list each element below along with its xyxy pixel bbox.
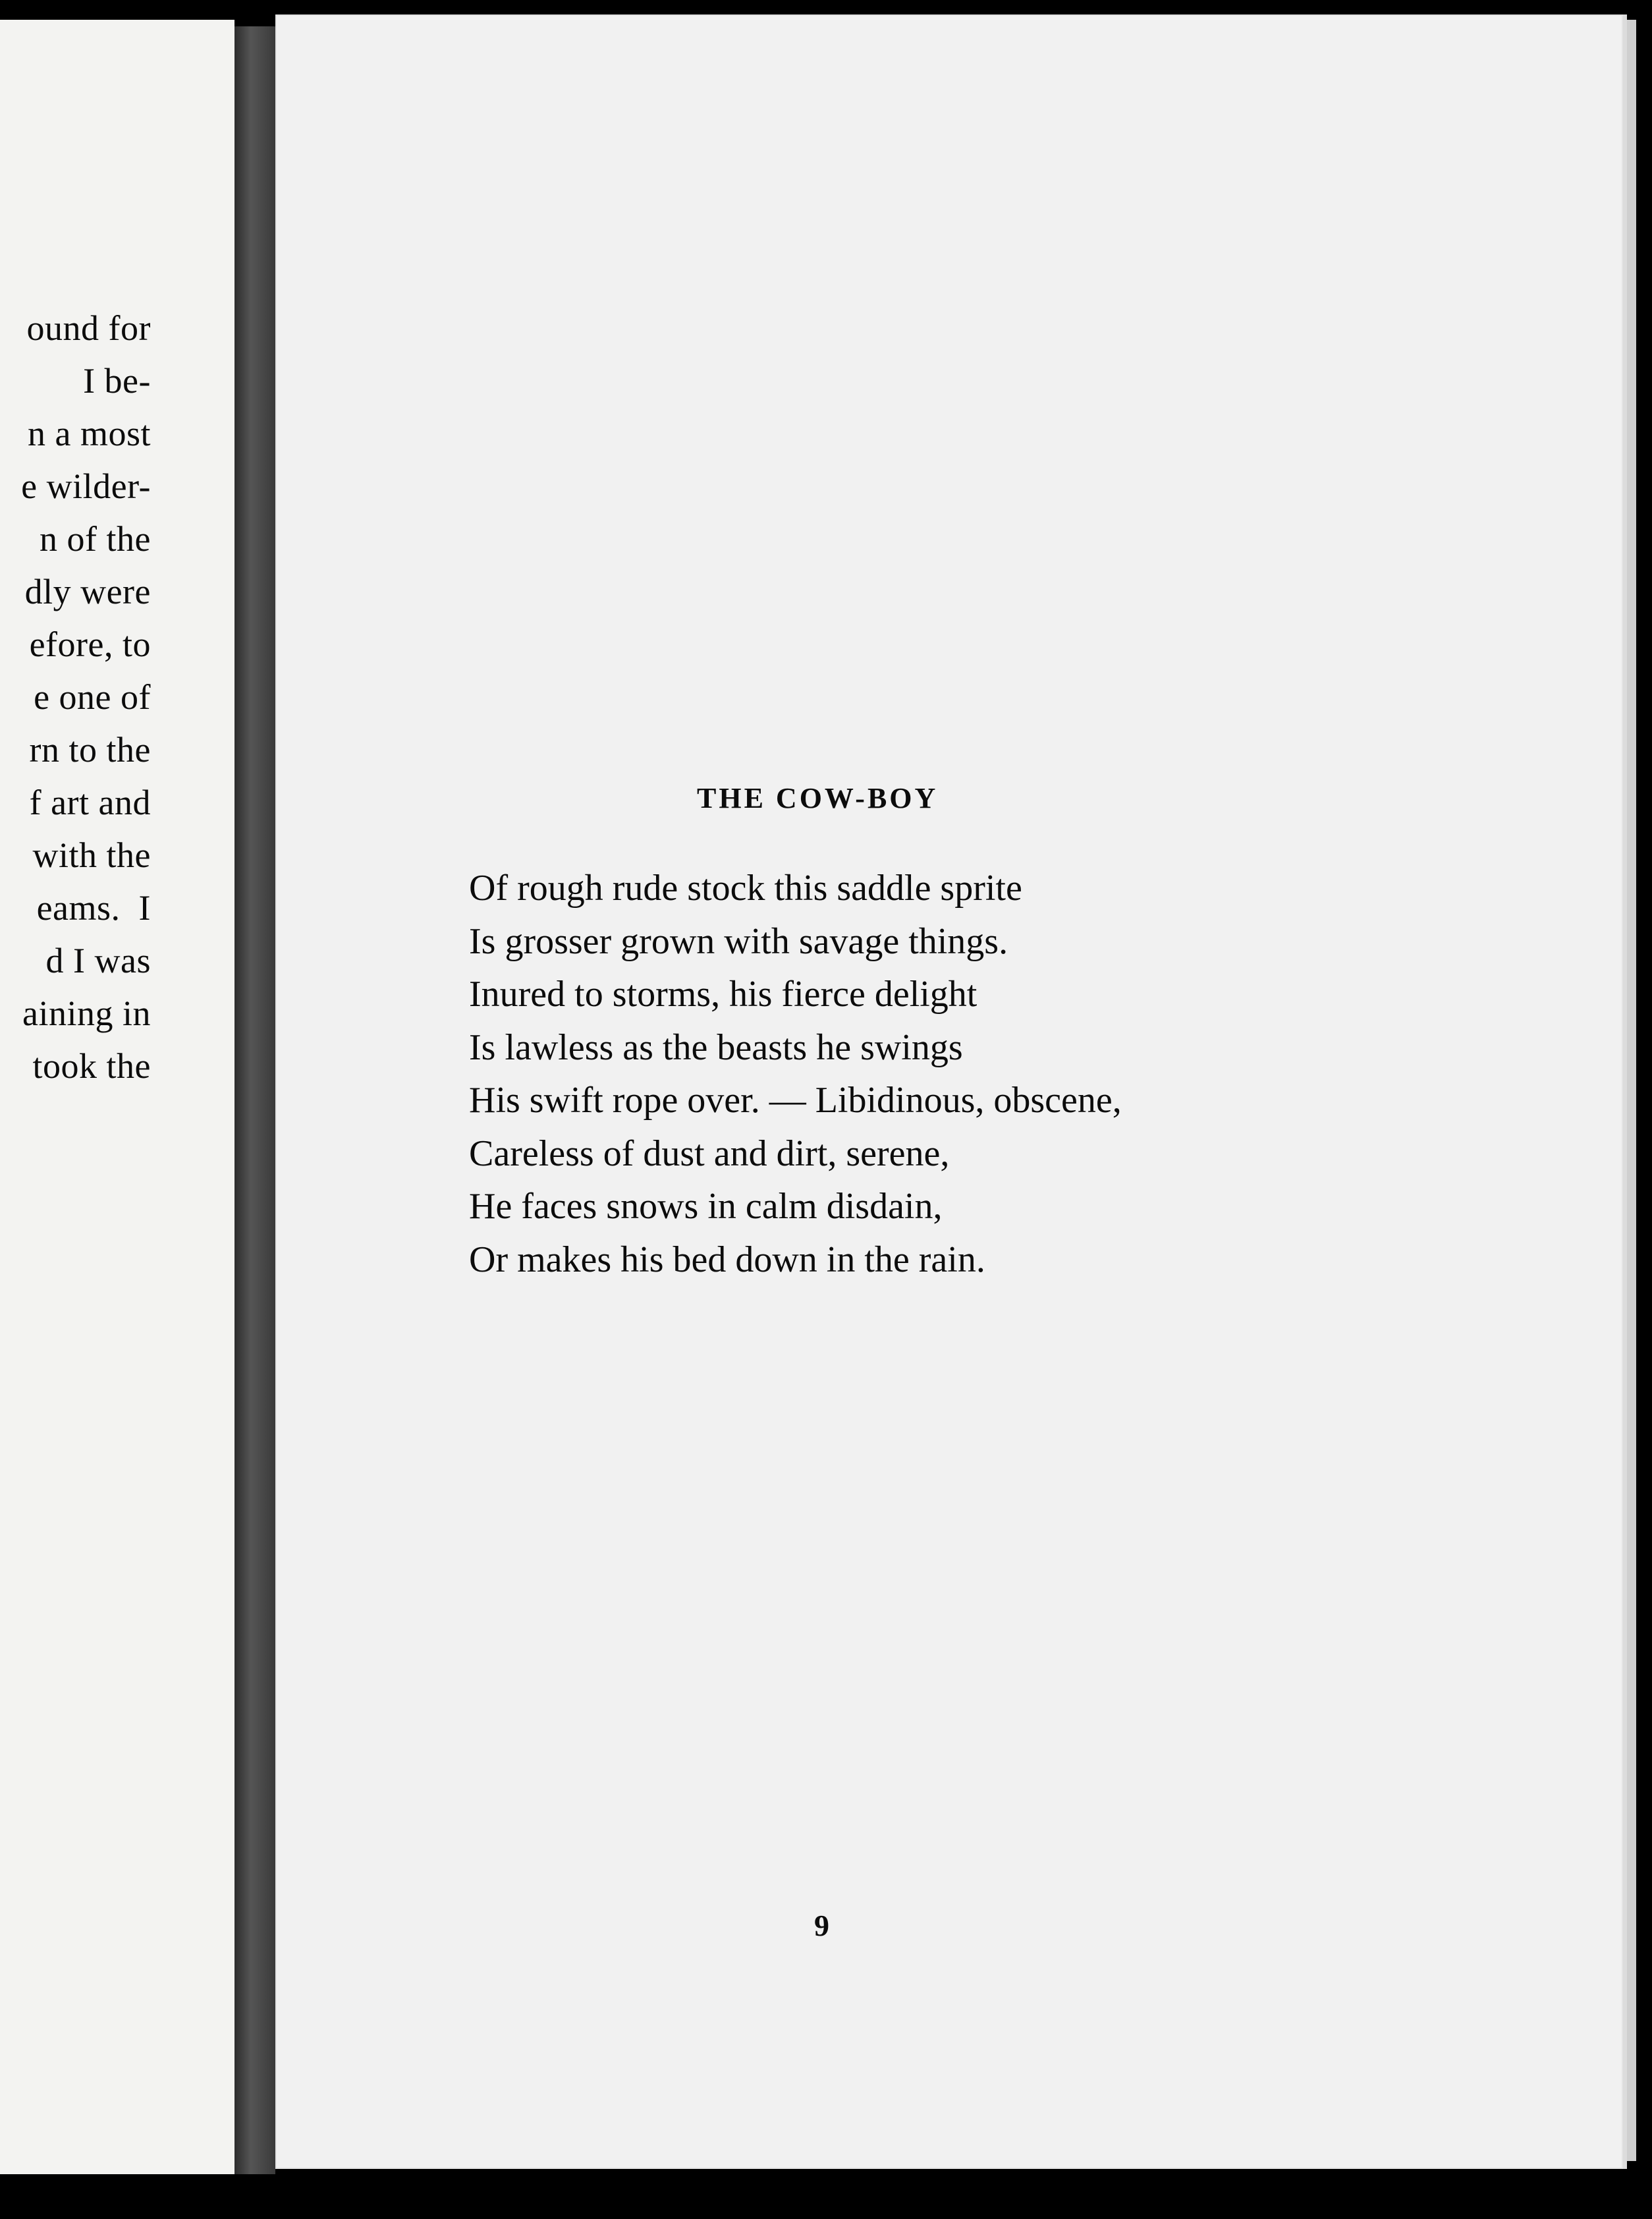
poem-line: His swift rope over. — Libidinous, obscene, (469, 1080, 1122, 1121)
left-page (0, 20, 234, 2174)
left-page-line: aining in (22, 994, 151, 1033)
poem-line: Careless of dust and dirt, serene, (469, 1133, 950, 1174)
poem-line: He faces snows in calm disdain, (469, 1186, 943, 1227)
poem-line: Is lawless as the beasts he swings (469, 1026, 963, 1068)
book-gutter (234, 26, 275, 2174)
page-edge (1627, 20, 1636, 2161)
left-page-line: f art and (29, 783, 151, 822)
left-page-line: eams. I (36, 888, 151, 928)
left-page-line: rn to the (29, 730, 151, 770)
left-page-line: I be- (83, 361, 151, 401)
left-page-text (0, 302, 151, 1092)
poem-line: Is grosser grown with savage things. (469, 920, 1008, 962)
left-page-line: dly were (24, 572, 151, 611)
left-page-line: took the (32, 1046, 151, 1086)
left-page-line: with the (32, 835, 151, 875)
left-page-line: ound for (26, 308, 151, 348)
poem-line: Or makes his bed down in the rain. (469, 1239, 985, 1280)
poem-title: THE COW-BOY (697, 782, 939, 814)
poem-line: Inured to storms, his fierce delight (469, 974, 977, 1015)
left-page-line: n of the (40, 519, 151, 559)
left-page-line: e wilder- (21, 466, 151, 506)
page-number: 9 (814, 1909, 829, 1942)
left-page-line: d I was (45, 941, 151, 980)
left-page-line: efore, to (29, 625, 151, 664)
left-page-line: n a most (28, 414, 151, 453)
poem-line: Of rough rude stock this saddle sprite (469, 868, 1022, 909)
poem-body (469, 862, 1122, 1286)
left-page-line: e one of (34, 677, 151, 717)
